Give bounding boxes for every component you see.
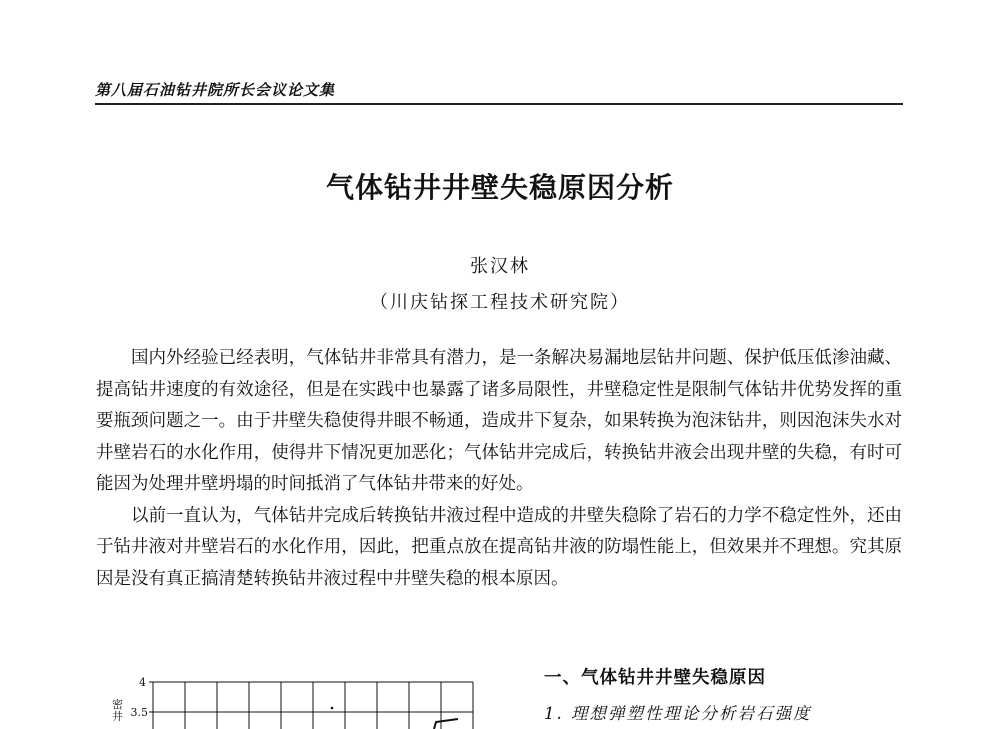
figure-dot-mark xyxy=(331,707,334,710)
figure-y-tick-label: 3.5 xyxy=(130,706,148,719)
figure-y-label-char-1: 密 xyxy=(112,698,123,711)
figure-partial xyxy=(108,672,488,729)
figure-y-label-char-2: 井 xyxy=(112,710,123,723)
figure-curve xyxy=(434,719,458,729)
paragraph: 以前一直认为，气体钻井完成后转换钻井液过程中造成的井壁失稳除了岩石的力学不稳定性外，还由于钻井液对井壁岩石的水化作用，因此，把重点放在提高钻井液的防塌性能上，但效果并不理想。究其原因是没有真正搞清楚转换钻井液过程中井壁失稳的根本原因。 xyxy=(96,505,902,589)
paper-title: 气体钻井井壁失稳原因分析 xyxy=(325,171,674,204)
body-text xyxy=(96,343,902,595)
author-name: 张汉林 xyxy=(470,256,530,277)
figure-grid xyxy=(149,682,473,729)
author-affiliation: （川庆钻探工程技术研究院） xyxy=(370,292,630,313)
figure-y-tick-label: 4 xyxy=(139,676,146,689)
header-rule xyxy=(95,103,903,105)
figure-svg xyxy=(108,672,488,729)
running-header: 第八届石油钻井院所长会议论文集 xyxy=(95,81,336,99)
section-heading: 一、气体钻井井壁失稳原因 xyxy=(544,668,766,688)
paragraph: 国内外经验已经表明，气体钻井非常具有潜力，是一条解决易漏地层钻井问题、保护低压低渗油藏、提高钻井速度的有效途径，但是在实践中也暴露了诸多局限性，井壁稳定性是限制气体钻井优势发挥的重要瓶颈问题之一。由于井壁失稳使得井眼不畅通，造成井下复杂，如果转换为泡沫钻井，则因泡沫失水对井壁岩石的水化作用，使得井下情况更加恶化；气体钻井完成后，转换钻井液会出现井壁的失稳，有时可能因为处理井壁坍塌的时间抵消了气体钻井带来的好处。 xyxy=(96,348,902,494)
subsection-heading: 1. 理想弹塑性理论分析岩石强度 xyxy=(544,704,812,723)
